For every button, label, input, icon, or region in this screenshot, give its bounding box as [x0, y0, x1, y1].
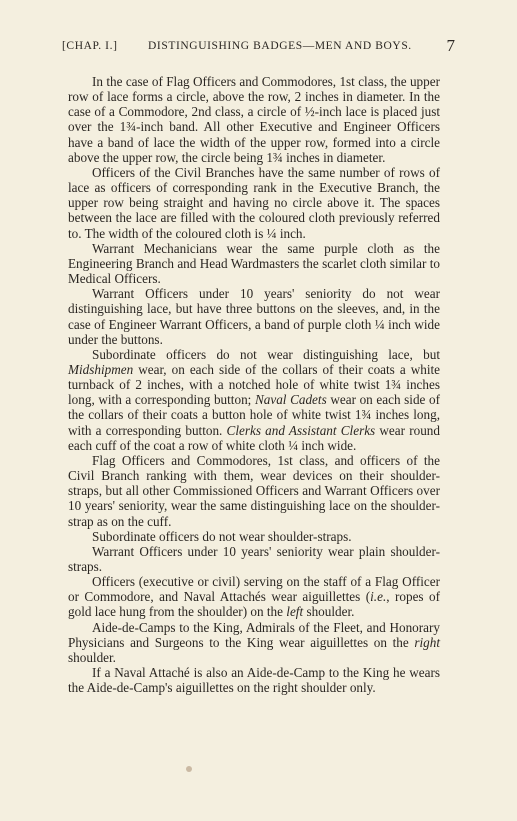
paragraph-plain-shoulder-straps: Warrant Officers under 10 years' seniority wear plain shoulder-straps. [68, 543, 440, 574]
text-run: wear, on each side of the collars of their coats a white turnback of 2 inches, with a notched hole of white twist 1¾ inches long, with a corresponding button; [68, 361, 440, 408]
italic-ie: i.e. [370, 589, 387, 605]
text-run: Subordinate officers do not wear distinguishing lace, but [92, 346, 440, 362]
ink-smudge [186, 766, 192, 772]
text-run: shoulder. [68, 649, 116, 665]
paragraph-warrant-officers-buttons: Warrant Officers under 10 years' seniority do not wear distinguishing lace, but have three buttons on the sleeves, and, in the case of Engineer Warrant Officers, a band of purple cloth ¼ inch wide under the buttons. [68, 286, 440, 347]
page-number: 7 [446, 36, 455, 55]
italic-naval-cadets: Naval Cadets [254, 392, 327, 408]
page-body [68, 74, 440, 695]
text-run: wear on each side of the collars of their coats a button hole of white twist 1¾ inches long, with a corresponding button. [68, 392, 440, 438]
italic-right: right [414, 634, 440, 650]
chapter-label: [CHAP. I.] [62, 40, 118, 52]
paragraph-shoulder-strap-devices: Flag Officers and Commodores, 1st class, and officers of the Civil Branch ranking with them, wear devices on their shoulder-straps, but all other Commissioned Officers and Warrant Officers over 10 years' seniority, wear the same distinguishing lace on the shoulder-strap as on the cuff. [68, 452, 440, 529]
text-run: Officers (executive or civil) serving on the staff of a Flag Officer or Commodore, and Naval Attachés wear aiguillettes ( [68, 574, 440, 605]
running-header [62, 38, 455, 58]
text-run: shoulder. [303, 604, 355, 620]
paragraph-warrant-mechanicians: Warrant Mechanicians wear the same purple cloth as the Engineering Branch and Head Wardmasters the scarlet cloth similar to Medical Officers. [68, 240, 440, 287]
paragraph-subordinate-officers [68, 347, 440, 453]
italic-midshipmen: Midshipmen [68, 361, 134, 377]
italic-clerks: Clerks and Assistant Clerks [226, 422, 376, 438]
paragraph-naval-attache: If a Naval Attaché is also an Aide-de-Camp to the King he wears the Aide-de-Camp's aiguillettes on the right shoulder only. [68, 665, 440, 696]
italic-left: left [286, 604, 304, 620]
text-run: wear round each cuff of the coat a row of white cloth ¼ inch wide. [68, 422, 440, 453]
paragraph-no-shoulder-straps: Subordinate officers do not wear shoulder-straps. [92, 528, 352, 544]
paragraph-civil-branches: Officers of the Civil Branches have the same number of rows of lace as officers of corresponding rank in the Executive Branch, the upper row being straight and having no circle above it. The spaces between the lace are filled with the coloured cloth previously referred to. The width of the coloured cloth is ¼ inch. [68, 164, 440, 241]
paragraph-flag-officers-lace: In the case of Flag Officers and Commodores, 1st class, the upper row of lace forms a circle, above the row, 2 inches in diameter. In the case of a Commodore, 2nd class, a circle of ½-inch lace is placed just over the 1¾-inch band. All other Executive and Engineer Officers have a band of lace the width of the upper row, formed into a circle above the upper row, the circle being 1¾ inches in diameter. [68, 74, 440, 165]
paragraph-aide-de-camps [68, 620, 440, 665]
paragraph-staff-aiguillettes [68, 574, 440, 619]
running-title: DISTINGUISHING BADGES—MEN AND BOYS. [148, 40, 412, 52]
text-run: Aide-de-Camps to the King, Admirals of the Fleet, and Honorary Physicians and Surgeons to the King wear aiguillettes on the [68, 619, 440, 650]
text-run: , ropes of gold lace hung from the shoulder) on the [68, 589, 440, 620]
